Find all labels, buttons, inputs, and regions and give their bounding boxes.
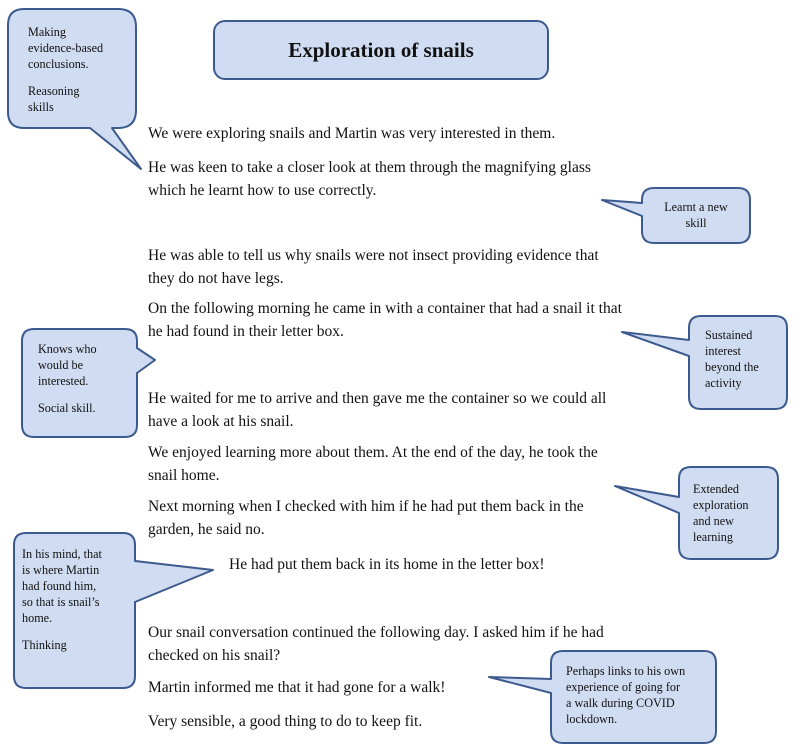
paragraph (148, 297, 622, 343)
paragraph (148, 710, 422, 733)
callout-line: exploration (693, 498, 749, 512)
callout-line: Learnt a new (664, 200, 728, 214)
callout-line: In his mind, that (22, 547, 102, 561)
callout-line: is where Martin (22, 563, 100, 577)
paragraph (148, 495, 584, 541)
paragraph-line: which he learnt how to use correctly. (148, 182, 377, 199)
paragraph-line: He had put them back in its home in the letter box! (229, 556, 545, 573)
callout-line: lockdown. (566, 712, 618, 726)
paragraph-line: He waited for me to arrive and then gave me the container so we could all (148, 390, 607, 407)
paragraph (148, 244, 599, 290)
paragraph-line: he had found in their letter box. (148, 323, 344, 340)
callout-line: would be (38, 358, 84, 372)
callout-line: Thinking (22, 638, 67, 652)
callout-line: skills (28, 100, 54, 114)
paragraph-line: Next morning when I checked with him if he had put them back in the (148, 498, 584, 515)
callout-line: interested. (38, 374, 89, 388)
paragraph-line: garden, he said no. (148, 521, 265, 538)
paragraph-line: they do not have legs. (148, 270, 284, 287)
callout-line: skill (685, 216, 707, 230)
paragraph-line: Martin informed me that it had gone for a walk! (148, 679, 446, 696)
title-box (213, 20, 549, 80)
callout-line: so that is snail’s (22, 595, 100, 609)
callout-line: Sustained (705, 328, 753, 342)
paragraph-line: He was keen to take a closer look at them through the magnifying glass (148, 159, 591, 176)
callout-line: Extended (693, 482, 740, 496)
callout-line: Reasoning (28, 84, 80, 98)
callout-social (38, 341, 97, 416)
paragraph-line: Our snail conversation continued the following day. I asked him if he had (148, 624, 604, 641)
callout-line: experience of going for (566, 680, 681, 694)
paragraph (229, 553, 545, 576)
callout-line: a walk during COVID (566, 696, 675, 710)
paragraph-line: snail home. (148, 467, 220, 484)
paragraph (148, 122, 555, 145)
callout-sustained (705, 327, 759, 391)
callout-line: and new (693, 514, 734, 528)
page-title: Exploration of snails (288, 37, 474, 62)
callout-line: conclusions. (28, 57, 89, 71)
callout-new-skill (642, 199, 750, 231)
paragraph (148, 676, 445, 699)
callout-line: beyond the (705, 360, 759, 374)
paragraph-line: We enjoyed learning more about them. At the end of the day, he took the (148, 444, 598, 461)
callout-extended (693, 481, 749, 545)
callout-line: activity (705, 376, 742, 390)
callout-line: Social skill. (38, 401, 96, 415)
paragraph-line: We were exploring snails and Martin was very interested in them. (148, 125, 556, 142)
callout-line: Perhaps links to his own (566, 664, 686, 678)
callout-line: had found him, (22, 579, 97, 593)
callout-thinking (22, 546, 102, 653)
callout-covid (566, 663, 685, 727)
paragraph-line: have a look at his snail. (148, 413, 294, 430)
paragraph (148, 387, 606, 433)
paragraph-line: On the following morning he came in with a container that had a snail it that (148, 300, 622, 317)
callout-line: evidence-based (28, 41, 104, 55)
paragraph (148, 441, 598, 487)
callout-line: Making (28, 25, 66, 39)
callout-line: learning (693, 530, 733, 544)
paragraph (148, 621, 604, 667)
paragraph-line: checked on his snail? (148, 647, 281, 664)
paragraph-line: He was able to tell us why snails were not insect providing evidence that (148, 247, 599, 264)
callout-line: home. (22, 611, 53, 625)
paragraph-line: Very sensible, a good thing to do to keep fit. (148, 713, 423, 730)
callout-line: Knows who (38, 342, 97, 356)
callout-line: interest (705, 344, 741, 358)
paragraph (148, 156, 591, 202)
callout-evidence (28, 24, 103, 115)
